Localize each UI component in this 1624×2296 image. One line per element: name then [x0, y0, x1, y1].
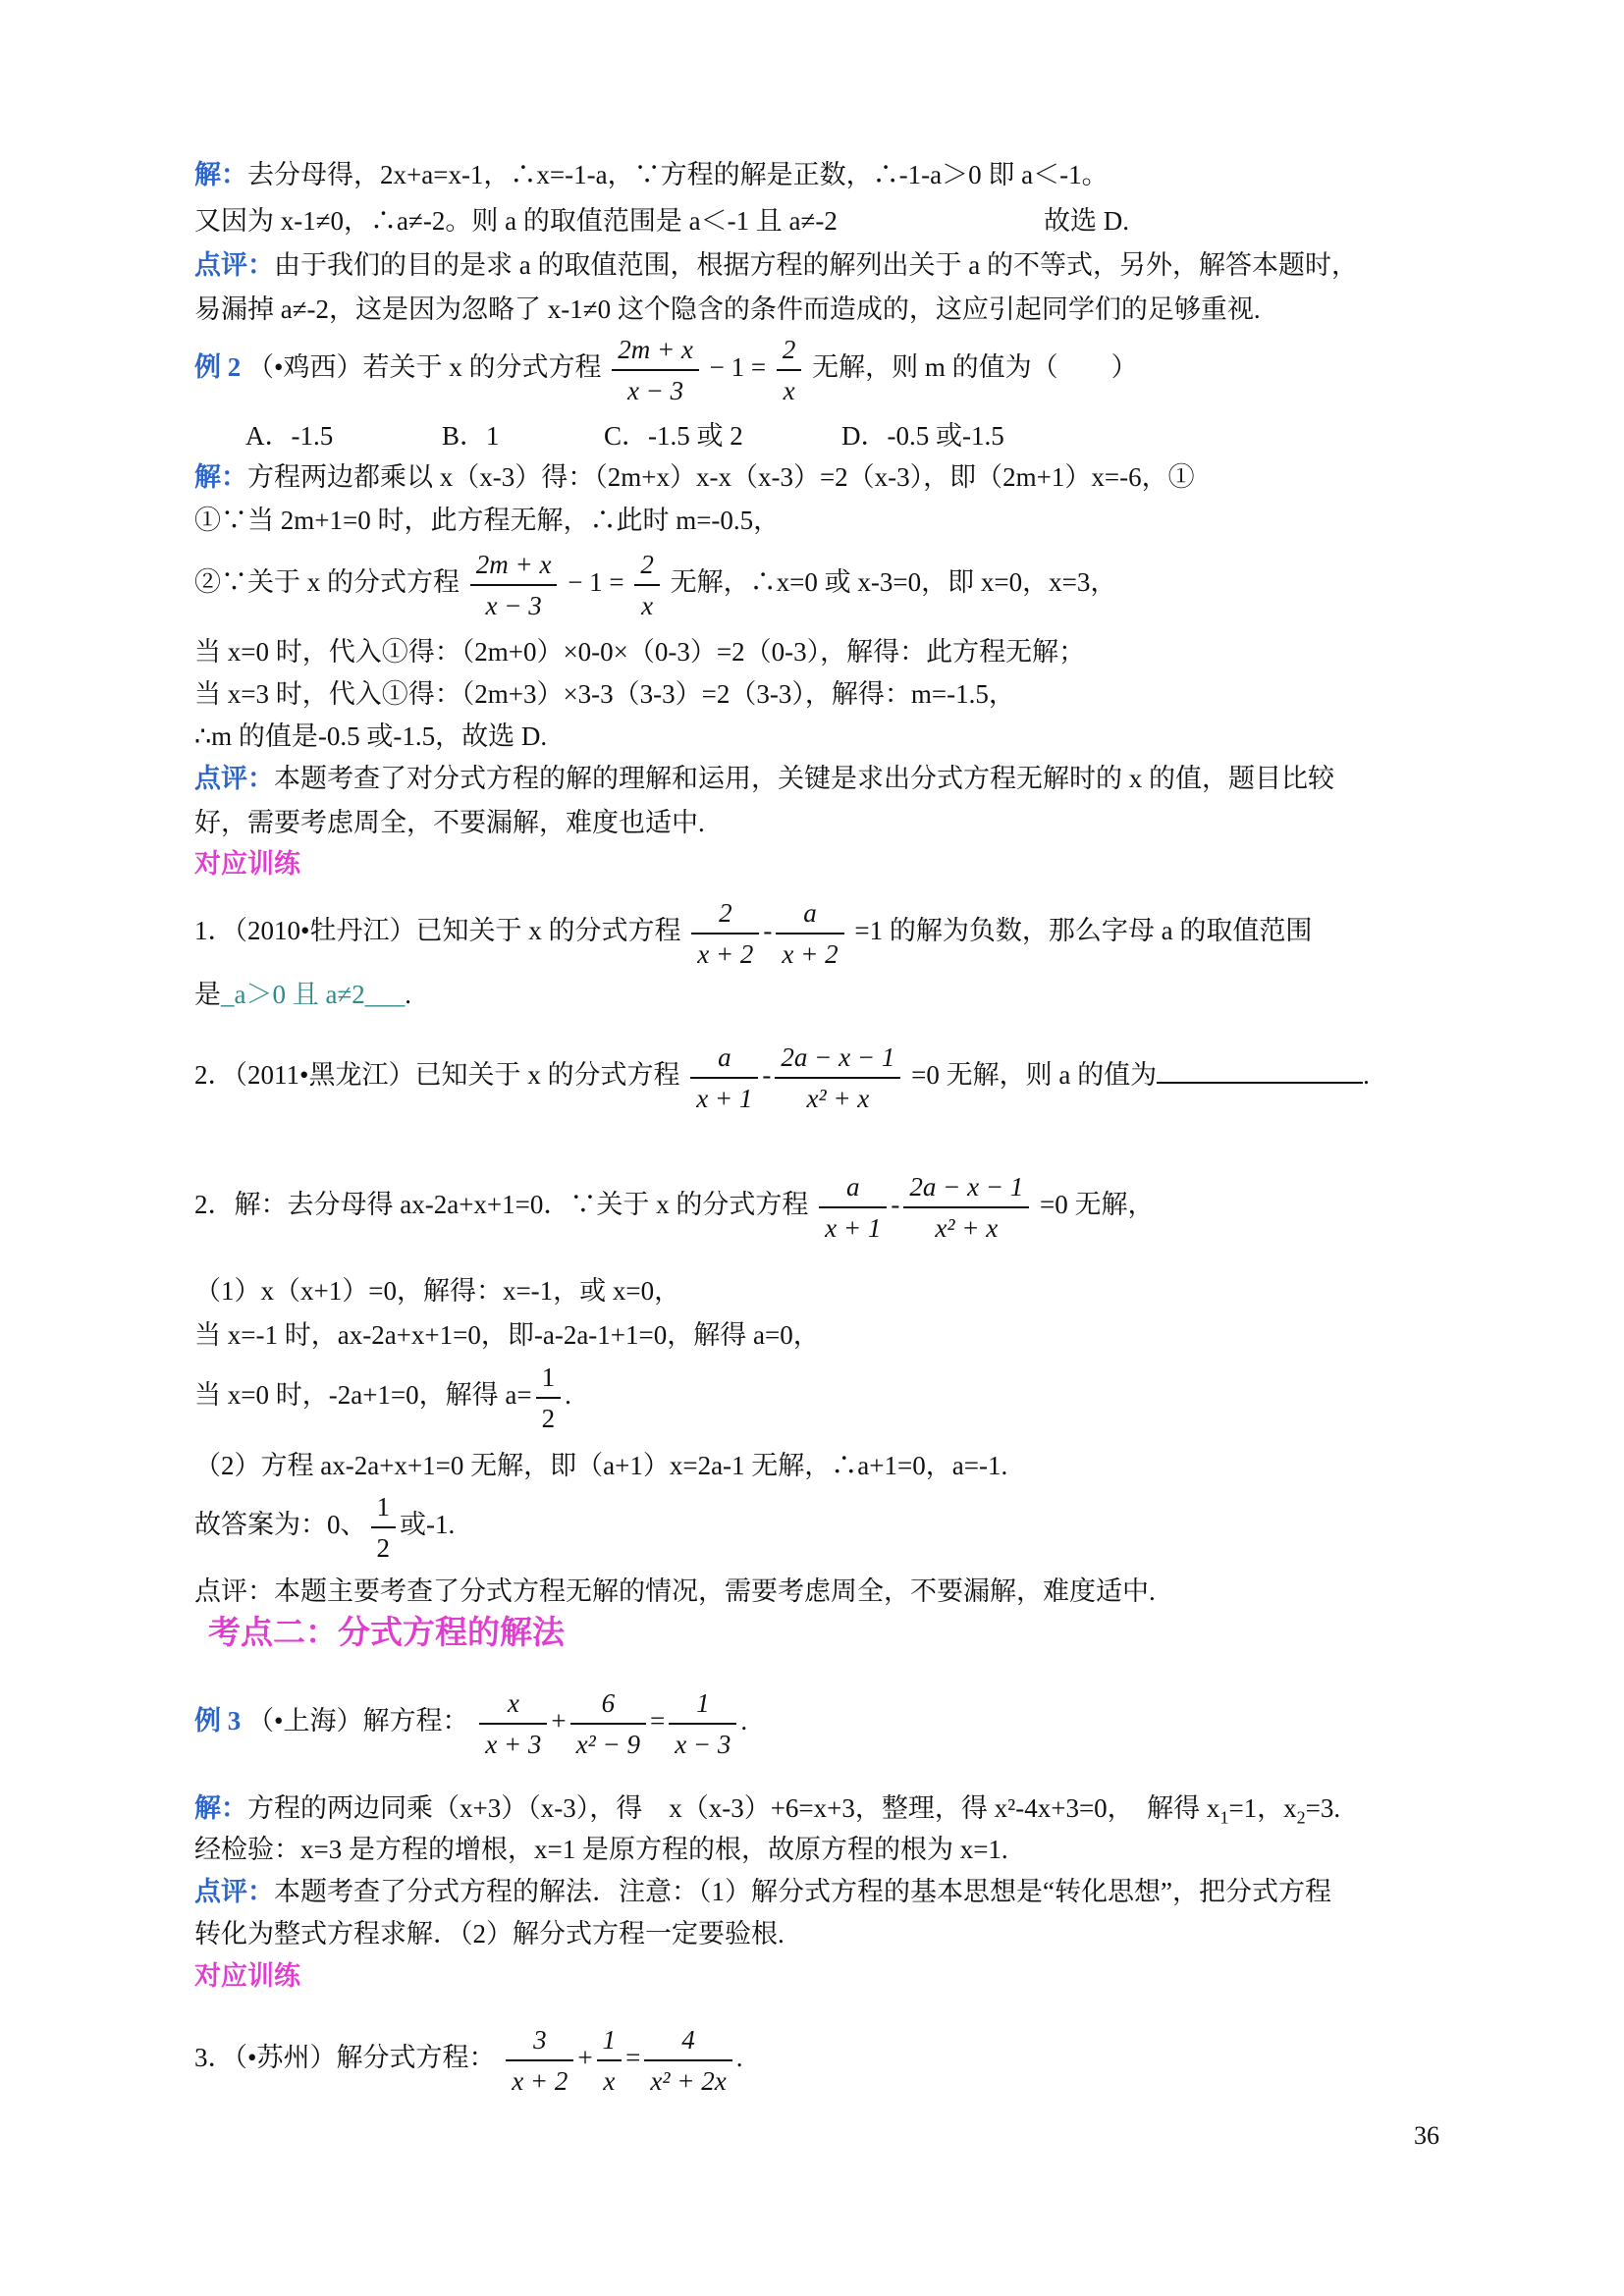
comment-text: 本题考查了分式方程的解法．注意：（1）解分式方程的基本思想是“转化思想”，把分式方程	[274, 1877, 1331, 1906]
fraction	[470, 545, 558, 625]
answer-text: 当 x=0 时，-2a+1=0，解得 a=	[194, 1380, 532, 1411]
operator: -	[891, 1190, 900, 1220]
answer-text: =0 无解，	[1040, 1190, 1155, 1220]
answer-2	[194, 1167, 1442, 1248]
denominator: x + 1	[819, 1206, 887, 1248]
question-text: （•上海）解方程：	[247, 1706, 469, 1736]
comment-line	[194, 1872, 1442, 1911]
problem-1-answer	[194, 975, 1442, 1014]
solution-text: 又因为 x-1≠0，∴a≠-2。则 a 的取值范围是 a＜-1 且 a≠-2	[194, 206, 838, 236]
subscript: 2	[1296, 1807, 1306, 1828]
fraction	[536, 1358, 562, 1438]
answer-text: 当 x=-1 时，ax-2a+x+1=0，即-a-2a-1+1=0，解得 a=0，	[194, 1320, 820, 1350]
solution-text: 当 x=0 时，代入①得：（2m+0）×0-0×（0-3）=2（0-3），解得：此方程无解；	[194, 637, 1086, 667]
answer-choice-note: 故选 D.	[1044, 206, 1129, 236]
denominator: x² + x	[903, 1206, 1029, 1248]
denominator: x² + x	[775, 1077, 900, 1118]
fraction	[597, 2020, 623, 2101]
denominator: x + 3	[479, 1723, 547, 1764]
denominator: x² − 9	[570, 1723, 646, 1764]
practice-heading: 对应训练	[194, 1961, 300, 1991]
numerator: 1	[696, 1688, 710, 1718]
fraction	[669, 1683, 736, 1764]
numerator: 3	[533, 2025, 547, 2055]
answer-blank[interactable]	[1157, 1054, 1363, 1084]
solution-text: 经检验：x=3 是方程的增根，x=1 是原方程的根，故原方程的根为 x=1.	[194, 1835, 1008, 1864]
answer-text: （1）x（x+1）=0，解得：x=-1，或 x=0，	[194, 1276, 681, 1306]
numerator: a	[846, 1172, 860, 1201]
denominator: x − 3	[669, 1723, 736, 1764]
numerator: 2m + x	[618, 335, 693, 364]
problem-text: 3．（•苏州）解分式方程：	[194, 2043, 496, 2073]
fraction	[506, 2020, 573, 2101]
solution-text: 当 x=3 时，代入①得：（2m+3）×3-3（3-3）=2（3-3），解得：m=-1.5，	[194, 679, 1015, 709]
operator: -	[762, 1060, 772, 1091]
question-text: （•鸡西）若关于 x 的分式方程	[247, 352, 602, 383]
comment-line-1	[194, 245, 1442, 285]
operator: -	[763, 916, 773, 946]
denominator: x + 2	[776, 933, 843, 974]
comment-text: 由于我们的目的是求 a 的取值范围，根据方程的解列出关于 a 的不等式，另外，解答本题时，	[274, 250, 1358, 280]
solution-text: ①∵当 2m+1=0 时，此方程无解，∴此时 m=-0.5，	[194, 506, 781, 535]
solution-line	[194, 1830, 1442, 1869]
solution-text: =1，x	[1228, 1793, 1297, 1823]
numerator: 1	[376, 1492, 390, 1522]
choice-c: C．-1.5 或 2	[604, 421, 743, 451]
example-label: 例 2	[194, 352, 242, 383]
problem-3	[194, 2020, 1442, 2101]
denominator: x + 2	[691, 933, 759, 974]
numerator: 2	[782, 335, 796, 364]
solution-line	[194, 717, 1442, 756]
problem-2	[194, 1038, 1442, 1118]
fraction	[634, 545, 660, 625]
problem-text: 是	[194, 980, 221, 1009]
fraction	[903, 1167, 1029, 1248]
answer-text: .	[565, 1380, 571, 1411]
comment-label: 点评：	[194, 250, 274, 280]
problem-text: 2．（2011•黑龙江）已知关于 x 的分式方程	[194, 1060, 680, 1091]
comment-line	[194, 759, 1442, 798]
fraction	[691, 893, 759, 974]
solution-line-fraction	[194, 545, 1442, 625]
problem-text: 1．（2010•牡丹江）已知关于 x 的分式方程	[194, 916, 681, 946]
fraction	[371, 1487, 397, 1568]
answer-fill: _a＞0 且 a≠2___	[221, 980, 406, 1009]
solution-text: 去分母得，2x+a=x-1，∴x=-1-a，∵方程的解是正数，∴-1-a＞0 即 a＜-1。	[247, 160, 1109, 189]
numerator: 2a − x − 1	[781, 1042, 895, 1072]
answer-text: 2．解：去分母得 ax-2a+x+1=0．∵关于 x 的分式方程	[194, 1190, 809, 1220]
comment-text: 易漏掉 a≠-2，这是因为忽略了 x-1≠0 这个隐含的条件而造成的，这应引起同学们的足够重视.	[194, 294, 1261, 324]
solution-line	[194, 674, 1442, 714]
choices-row	[245, 416, 1442, 455]
solution-line	[194, 457, 1442, 497]
fraction	[819, 1167, 887, 1248]
practice-heading: 对应训练	[194, 849, 300, 879]
answer-line	[194, 1271, 1442, 1310]
subscript: 1	[1219, 1807, 1229, 1828]
fraction	[570, 1683, 646, 1764]
answer-line-fraction	[194, 1358, 1442, 1438]
fraction	[690, 1038, 758, 1118]
answer-line	[194, 1315, 1442, 1355]
denominator: 2	[371, 1526, 397, 1568]
solution-line	[194, 632, 1442, 671]
numerator: a	[803, 898, 817, 928]
numerator: 4	[681, 2025, 695, 2055]
denominator: x − 3	[612, 369, 699, 410]
choice-a: A．-1.5	[245, 421, 334, 451]
comment-line	[194, 1914, 1442, 1953]
solution-line	[194, 501, 1442, 540]
numerator: 6	[601, 1688, 616, 1718]
problem-1	[194, 893, 1442, 974]
comment-text: 本题考查了对分式方程的解的理解和运用，关键是求出分式方程无解时的 x 的值，题目比较	[274, 764, 1334, 793]
question-text: 无解，则 m 的值为（ ）	[812, 352, 1138, 383]
choice-d: D．-0.5 或-1.5	[841, 421, 1004, 451]
numerator: 1	[602, 2025, 617, 2055]
denominator: x + 2	[506, 2059, 573, 2101]
solution-label: 解：	[194, 160, 247, 189]
answer-line	[194, 1446, 1442, 1485]
operator: =	[649, 1706, 666, 1736]
operator: − 1 =	[709, 352, 767, 383]
answer-text: 故答案为：0、	[194, 1510, 367, 1540]
numerator: 1	[541, 1362, 556, 1392]
numerator: 2	[640, 550, 654, 579]
solution-text: 方程两边都乘以 x（x-3）得：（2m+x）x-x（x-3）=2（x-3），即（2m+1）x=-6，①	[247, 462, 1195, 492]
comment-line-2	[194, 290, 1442, 329]
numerator: 2	[719, 898, 732, 928]
problem-text: .	[1363, 1060, 1370, 1091]
solution-label: 解：	[194, 462, 247, 492]
fraction	[777, 330, 802, 410]
operator: − 1 =	[568, 567, 624, 598]
numerator: x	[507, 1688, 519, 1718]
operator: +	[577, 2043, 593, 2073]
fraction	[644, 2020, 731, 2101]
answer-line-fraction	[194, 1487, 1442, 1568]
solution-text: ②∵关于 x 的分式方程	[194, 567, 460, 598]
fraction	[479, 1683, 547, 1764]
solution-text: =3.	[1305, 1793, 1341, 1823]
comment-text: 转化为整式方程求解．（2）解分式方程一定要验根.	[194, 1919, 785, 1949]
comment-line	[194, 1572, 1442, 1611]
example-3-question	[194, 1683, 1442, 1764]
solution-text: 无解，∴x=0 或 x-3=0，即 x=0，x=3，	[670, 567, 1117, 598]
comment-text: 好，需要考虑周全，不要漏解，难度也适中.	[194, 808, 705, 837]
comment-label: 点评：	[194, 764, 274, 793]
solution-label: 解：	[194, 1793, 247, 1823]
answer-text: （2）方程 ax-2a+x+1=0 无解，即（a+1）x=2a-1 无解，∴a+1=0，a=-1.	[194, 1451, 1008, 1480]
problem-text: .	[735, 2043, 743, 2073]
solution-text: ∴m 的值是-0.5 或-1.5，故选 D.	[194, 721, 548, 751]
solution-text: 方程的两边同乘（x+3）（x-3），得 x（x-3）+6=x+3，整理，得 x²-4x+3=0， 解得 x	[247, 1793, 1220, 1823]
problem-text: =1 的解为负数，那么字母 a 的取值范围	[854, 916, 1313, 946]
fraction	[775, 1038, 900, 1118]
denominator: x	[634, 584, 660, 625]
problem-text: =0 无解，则 a 的值为	[911, 1060, 1158, 1091]
page-number: 36	[1414, 2121, 1439, 2150]
choice-b: B．1	[442, 421, 500, 451]
example-2-question	[194, 330, 1442, 410]
operator: =	[625, 2043, 641, 2073]
example-label: 例 3	[194, 1706, 242, 1736]
section-heading: 考点二：分式方程的解法	[208, 1616, 565, 1651]
comment-line	[194, 803, 1442, 842]
denominator: x	[777, 369, 802, 410]
problem-text: .	[405, 980, 412, 1009]
numerator: 2a − x − 1	[909, 1172, 1024, 1201]
denominator: x² + 2x	[644, 2059, 731, 2101]
comment-label: 点评：	[194, 1877, 274, 1906]
denominator: x + 1	[690, 1077, 758, 1118]
fraction	[612, 330, 699, 410]
fraction	[776, 893, 843, 974]
question-text: .	[740, 1706, 748, 1736]
operator: +	[551, 1706, 567, 1736]
denominator: 2	[536, 1397, 562, 1438]
answer-text: 或-1.	[400, 1510, 456, 1540]
solution-line-2	[194, 201, 1442, 240]
numerator: 2m + x	[475, 550, 552, 579]
denominator: x	[597, 2059, 623, 2101]
numerator: a	[718, 1042, 731, 1072]
solution-line-1	[194, 155, 1442, 194]
comment-text: 点评：本题主要考查了分式方程无解的情况，需要考虑周全，不要漏解，难度适中.	[194, 1576, 1156, 1606]
denominator: x − 3	[470, 584, 558, 625]
